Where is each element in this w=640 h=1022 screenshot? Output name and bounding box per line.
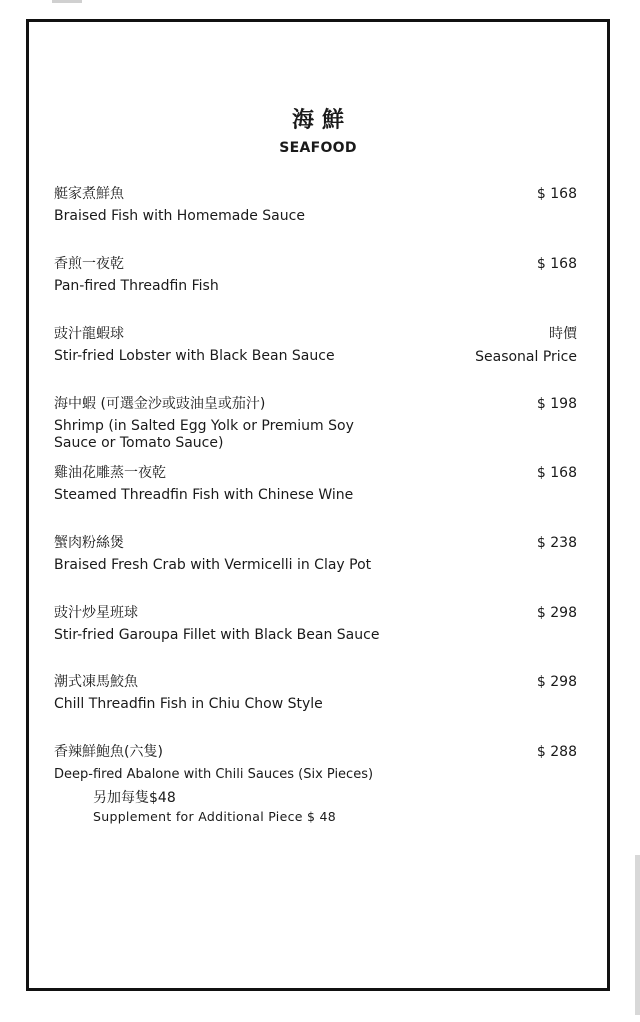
top-tab-indicator xyxy=(52,0,82,3)
dish-name-zh: 蟹肉粉絲煲 xyxy=(54,535,124,551)
supplement-zh: 另加每隻$48 xyxy=(93,790,176,806)
scrollbar[interactable] xyxy=(635,855,640,1015)
dish-name-en: Stir-fried Garoupa Fillet with Black Bean Sauce xyxy=(54,627,380,643)
dish-name-zh: 豉汁龍蝦球 xyxy=(54,326,124,342)
dish-price: $ 298 xyxy=(536,605,577,621)
dish-name-en: Braised Fish with Homemade Sauce xyxy=(54,208,305,224)
dish-price xyxy=(475,325,577,366)
dish-name-en: Steamed Threadfin Fish with Chinese Wine xyxy=(54,487,354,503)
dish-price: $ 298 xyxy=(536,674,577,690)
section-title-zh: 海鮮 xyxy=(291,108,352,133)
dish-price: $ 168 xyxy=(536,256,577,272)
menu-item xyxy=(54,325,577,365)
dish-name-en: Braised Fresh Crab with Vermicelli in Clay Pot xyxy=(54,557,372,573)
dish-name-zh: 雞油花雕蒸一夜乾 xyxy=(54,465,166,481)
menu-item xyxy=(54,743,577,783)
dish-price: $ 288 xyxy=(536,744,577,760)
dish-name-zh: 艇家煮鮮魚 xyxy=(54,186,124,202)
menu-page-frame xyxy=(26,19,610,991)
dish-price: $ 168 xyxy=(536,465,577,481)
menu-item xyxy=(54,255,577,295)
dish-name-zh: 香煎一夜乾 xyxy=(54,256,124,272)
dish-name-zh: 潮式凍馬鮫魚 xyxy=(54,674,138,690)
dish-name-en: Deep-fired Abalone with Chili Sauces (Six Pieces) xyxy=(54,767,374,782)
dish-name-en: Chill Threadfin Fish in Chiu Chow Style xyxy=(54,696,323,712)
dish-name-en-line1: Shrimp (in Salted Egg Yolk or Premium Soy xyxy=(54,418,354,434)
dish-name-zh: 海中蝦 (可選金沙或豉油皇或茄汁) xyxy=(54,396,266,412)
menu-item xyxy=(54,534,577,574)
price-zh: 時價 xyxy=(549,326,577,342)
menu-item xyxy=(54,185,577,225)
dish-name-en: Stir-fried Lobster with Black Bean Sauce xyxy=(54,348,335,364)
dish-name-zh: 豉汁炒星班球 xyxy=(54,605,138,621)
dish-name-en: Pan-fired Threadfin Fish xyxy=(54,278,219,294)
dish-price: $ 198 xyxy=(536,396,577,412)
menu-item xyxy=(54,604,577,644)
dish-name-zh: 香辣鮮鮑魚(六隻) xyxy=(54,744,163,760)
menu-item xyxy=(54,673,577,713)
dish-price: $ 238 xyxy=(536,535,577,551)
section-title-en: SEAFOOD xyxy=(279,140,357,156)
menu-item xyxy=(54,464,577,504)
menu-item xyxy=(54,395,577,452)
dish-price: $ 168 xyxy=(536,186,577,202)
dish-name-en-line2: Sauce or Tomato Sauce) xyxy=(54,435,224,451)
price-en: Seasonal Price xyxy=(475,349,577,365)
supplement-en: Supplement for Additional Piece $ 48 xyxy=(93,809,337,824)
